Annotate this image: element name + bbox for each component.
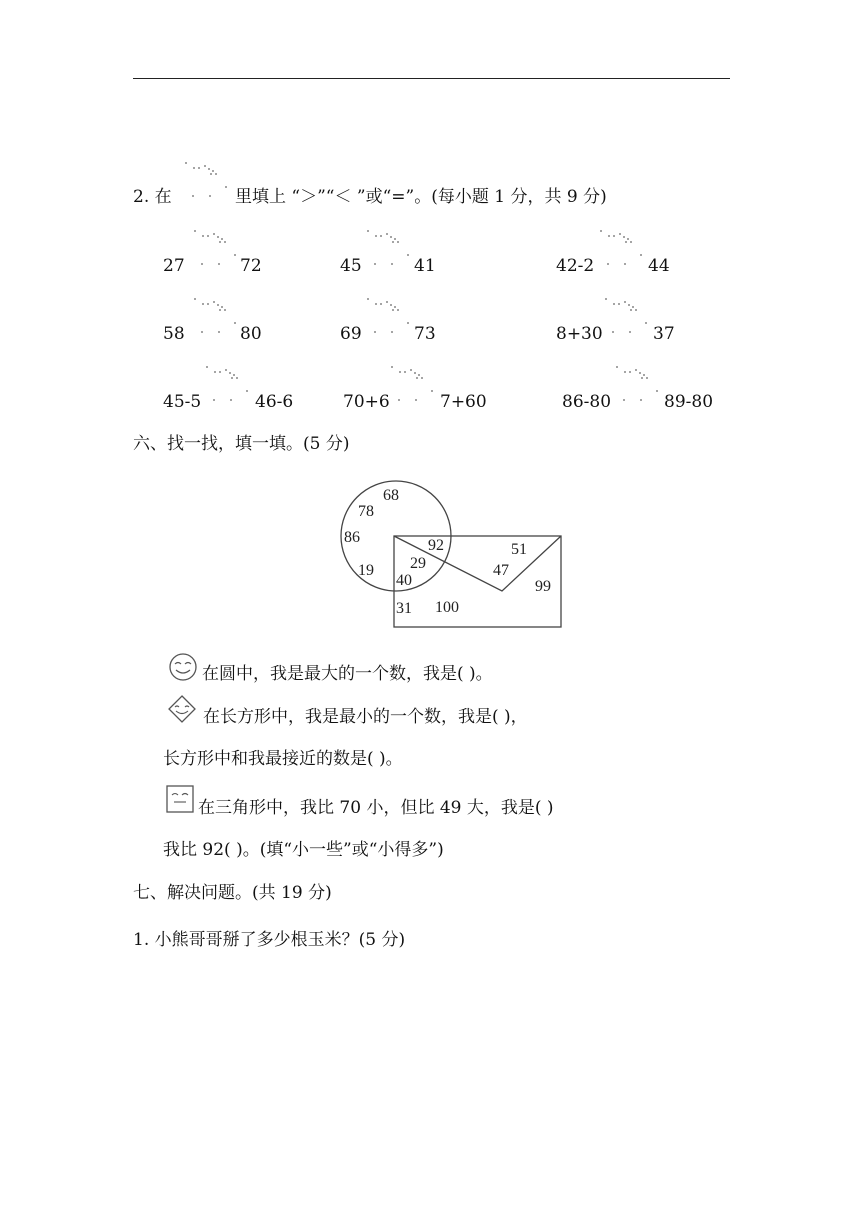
comparison-left: 8+30 <box>556 324 603 344</box>
venn-number: 100 <box>435 599 459 616</box>
venn-number: 78 <box>358 503 374 520</box>
q2-title-start: 2. 在 <box>133 187 172 207</box>
diamond-face-icon <box>167 694 197 724</box>
answer-blank[interactable] <box>603 296 649 340</box>
answer-blank[interactable] <box>389 364 435 408</box>
comparison-right: 80 <box>240 324 262 344</box>
smiley-circle-icon <box>168 652 198 682</box>
problem-1: 1. 小熊哥哥掰了多少根玉米？(5 分) <box>133 930 406 950</box>
venn-number: 47 <box>493 562 509 579</box>
comparison-left: 45-5 <box>163 392 202 412</box>
venn-number: 68 <box>383 487 399 504</box>
comparison-left: 45 <box>340 256 362 276</box>
venn-number: 92 <box>428 537 444 554</box>
clue-rect-nearest: 长方形中和我最接近的数是( )。 <box>163 749 403 769</box>
venn-number: 51 <box>511 541 527 558</box>
venn-number: 19 <box>358 562 374 579</box>
comparison-right: 89-80 <box>664 392 714 412</box>
comparison-left: 86-80 <box>562 392 612 412</box>
answer-blank[interactable] <box>192 228 238 272</box>
venn-number: 29 <box>410 555 426 572</box>
comparison-right: 72 <box>240 256 262 276</box>
q2-title-end: 里填上 “＞”“＜ ”或“=”。(每小题 1 分，共 9 分) <box>235 187 607 207</box>
answer-blank[interactable] <box>614 364 660 408</box>
answer-blank[interactable] <box>365 228 411 272</box>
answer-blank[interactable] <box>192 296 238 340</box>
clue-triangle: 在三角形中，我比 70 小，但比 49 大，我是( ) <box>198 798 554 818</box>
comparison-right: 44 <box>648 256 670 276</box>
answer-blank[interactable] <box>365 296 411 340</box>
comparison-right: 73 <box>414 324 436 344</box>
section-7-title: 七、解决问题。(共 19 分) <box>133 883 332 903</box>
header-rule <box>133 78 730 79</box>
comparison-right: 41 <box>414 256 436 276</box>
answer-blank[interactable] <box>183 160 229 204</box>
comparison-left: 70+6 <box>343 392 390 412</box>
venn-number: 31 <box>396 600 412 617</box>
comparison-left: 69 <box>340 324 362 344</box>
comparison-right: 46-6 <box>255 392 294 412</box>
answer-blank[interactable] <box>204 364 250 408</box>
comparison-left: 58 <box>163 324 185 344</box>
venn-number: 86 <box>344 529 360 546</box>
clue-compare-92: 我比 92( )。(填“小一些”或“小得多”) <box>163 840 444 860</box>
section-6-title: 六、找一找，填一填。(5 分) <box>133 434 350 454</box>
comparison-right: 37 <box>653 324 675 344</box>
comparison-left: 27 <box>163 256 185 276</box>
comparison-right: 7+60 <box>440 392 487 412</box>
clue-circle-max: 在圆中，我是最大的一个数，我是( )。 <box>202 664 493 684</box>
answer-blank[interactable] <box>598 228 644 272</box>
venn-number: 40 <box>396 572 412 589</box>
square-face-icon <box>165 784 195 814</box>
venn-diagram <box>340 478 565 630</box>
comparison-left: 42-2 <box>556 256 595 276</box>
venn-number: 99 <box>535 578 551 595</box>
clue-rect-min: 在长方形中，我是最小的一个数，我是( )， <box>203 707 528 727</box>
